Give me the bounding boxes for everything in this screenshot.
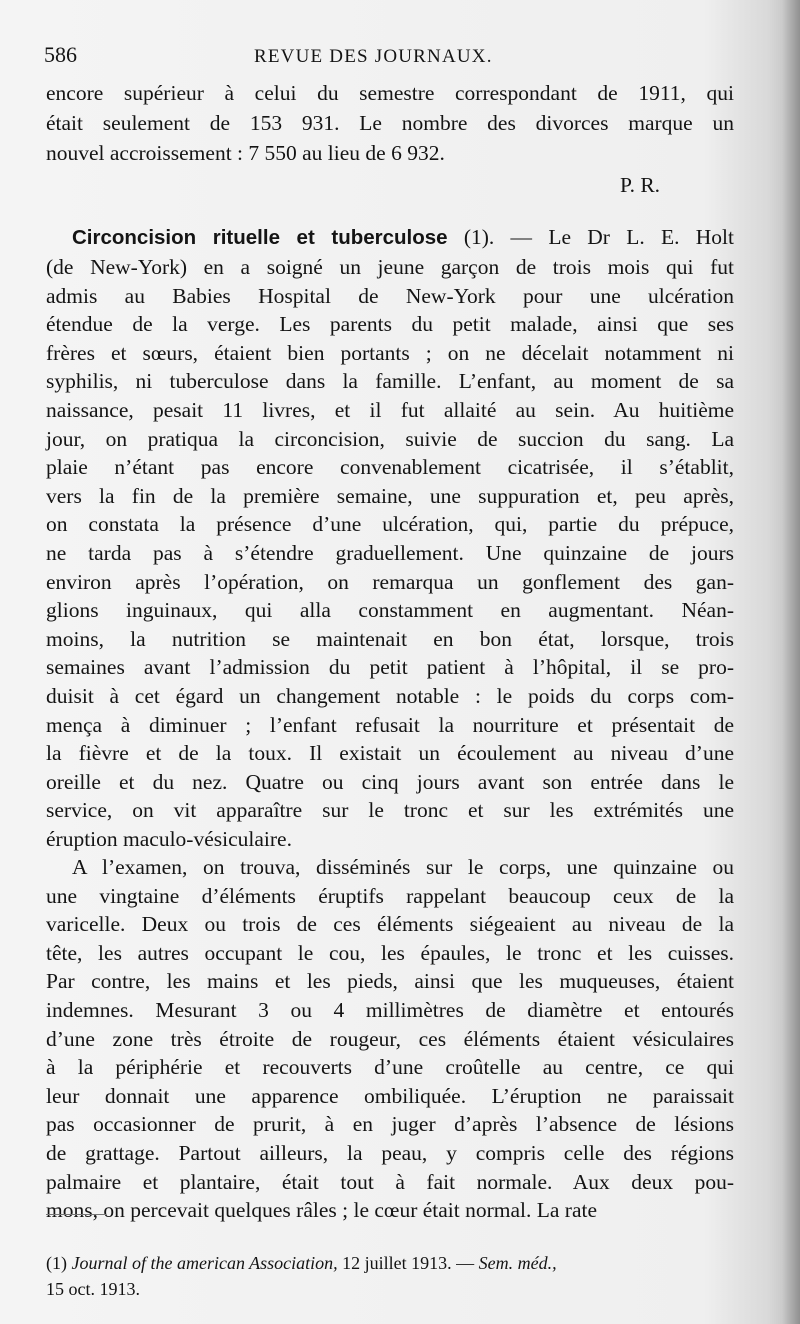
- page-edge-shadow: [782, 0, 800, 1324]
- page-number: 586: [44, 42, 77, 67]
- text-line: A l’examen, on trouva, disséminés sur le corps, une quinzaine ou: [72, 855, 734, 879]
- text-line: leur donnait une apparence ombiliquée. L’éruption ne paraissait: [46, 1083, 734, 1108]
- text-line: indemnes. Mesurant 3 ou 4 millimètres de diamètre et entourés: [46, 998, 734, 1022]
- text-line: une vingtaine d’éléments éruptifs rappelant beaucoup ceux de la: [46, 883, 734, 908]
- text-line: on constata la présence d’une ulcération, qui, partie du prépuce,: [46, 512, 734, 537]
- running-title: REVUE DES JOURNAUX.: [254, 46, 493, 67]
- text-line: était seulement de 153 931. Le nombre des divorces marque un: [46, 111, 734, 135]
- text-line: ne tarda pas à s’étendre graduellement. Une quinzaine de jours: [46, 541, 734, 565]
- text-line: d’une zone très étroite de rougeur, ces éléments étaient vésiculaires: [46, 1026, 734, 1051]
- text-line: moins, la nutrition se maintenait en bon état, lorsque, trois: [46, 626, 734, 651]
- text-line: à la périphérie et recouverts d’une croûtelle au centre, ce qui: [46, 1055, 734, 1080]
- footnote-date: 12 juillet 1913. —: [337, 1253, 479, 1273]
- text-line: encore supérieur à celui du semestre correspondant de 1911, qui: [46, 81, 734, 105]
- text-line: étendue de la verge. Les parents du petit malade, ainsi que ses: [46, 312, 734, 337]
- text-line: jour, on pratiqua la circoncision, suivie de succion du sang. La: [46, 426, 734, 451]
- text-line: varicelle. Deux ou trois de ces éléments siégeaient au niveau de la: [46, 912, 734, 937]
- text-line: nouvel accroissement : 7 550 au lieu de 6 932.: [46, 141, 445, 165]
- text-line: mença à diminuer ; l’enfant refusait la nourriture et présentait de: [46, 712, 734, 737]
- text-line: semaines avant l’admission du petit patient à l’hôpital, il se pro-: [46, 655, 734, 680]
- text-line: éruption maculo-vésiculaire.: [46, 827, 292, 851]
- footnote-line: [46, 1250, 736, 1276]
- footnote-source: Sem. méd.,: [478, 1253, 557, 1273]
- text-line: la fièvre et de la toux. Il existait un écoulement au niveau d’une: [46, 741, 734, 766]
- footnote-rule: [46, 1214, 106, 1215]
- article-title: Circoncision rituelle et tuberculose: [72, 226, 448, 249]
- text-line: mons, on percevait quelques râles ; le cœur était normal. La rate: [46, 1198, 598, 1223]
- text-line: service, on vit apparaître sur le tronc et sur les extrémités une: [46, 798, 734, 823]
- text-line: palmaire et plantaire, était tout à fait normale. Aux deux pou-: [46, 1169, 734, 1194]
- text-line: vers la fin de la première semaine, une suppuration et, peu après,: [46, 483, 734, 508]
- text-line: environ après l’opération, on remarqua un gonflement des gan-: [46, 569, 734, 594]
- text-line: (de New-York) en a soigné un jeune garçon de trois mois qui fut: [46, 255, 734, 279]
- footnote-line-2: 15 oct. 1913.: [46, 1279, 140, 1299]
- article-title-rest: (1). — Le Dr L. E. Holt: [447, 225, 735, 249]
- footnote-journal: Journal of the american Association,: [71, 1253, 338, 1273]
- text-line: Par contre, les mains et les pieds, ainsi que les muqueuses, étaient: [46, 969, 734, 994]
- text-line: pas occasionner de prurit, à en juger d’après l’absence de lésions: [46, 1112, 734, 1137]
- text-line: glions inguinaux, qui alla constamment en augmentant. Néan-: [46, 598, 734, 623]
- text-line: de grattage. Partout ailleurs, la peau, y compris celle des régions: [46, 1141, 734, 1165]
- author-signature: P. R.: [620, 173, 661, 197]
- text-line: admis au Babies Hospital de New-York pour une ulcération: [46, 283, 734, 308]
- page-header: [44, 38, 734, 72]
- text-line: frères et sœurs, étaient bien portants ; on ne décelait notamment ni: [46, 340, 734, 365]
- text-line: oreille et du nez. Quatre ou cinq jours avant son entrée dans le: [46, 769, 734, 794]
- text-line: tête, les autres occupant le cou, les épaules, le tronc et les cuisses.: [46, 940, 734, 965]
- text-line: naissance, pesait 11 livres, et il fut allaité au sein. Au huitième: [46, 398, 734, 422]
- text-line: plaie n’étant pas encore convenablement cicatrisée, il s’établit,: [46, 455, 734, 480]
- article-title-line: [72, 222, 734, 252]
- text-line: duisit à cet égard un changement notable : le poids du corps com-: [46, 684, 734, 708]
- text-line: syphilis, ni tuberculose dans la famille. L’enfant, au moment de sa: [46, 369, 734, 394]
- footnote-marker: (1): [46, 1253, 67, 1273]
